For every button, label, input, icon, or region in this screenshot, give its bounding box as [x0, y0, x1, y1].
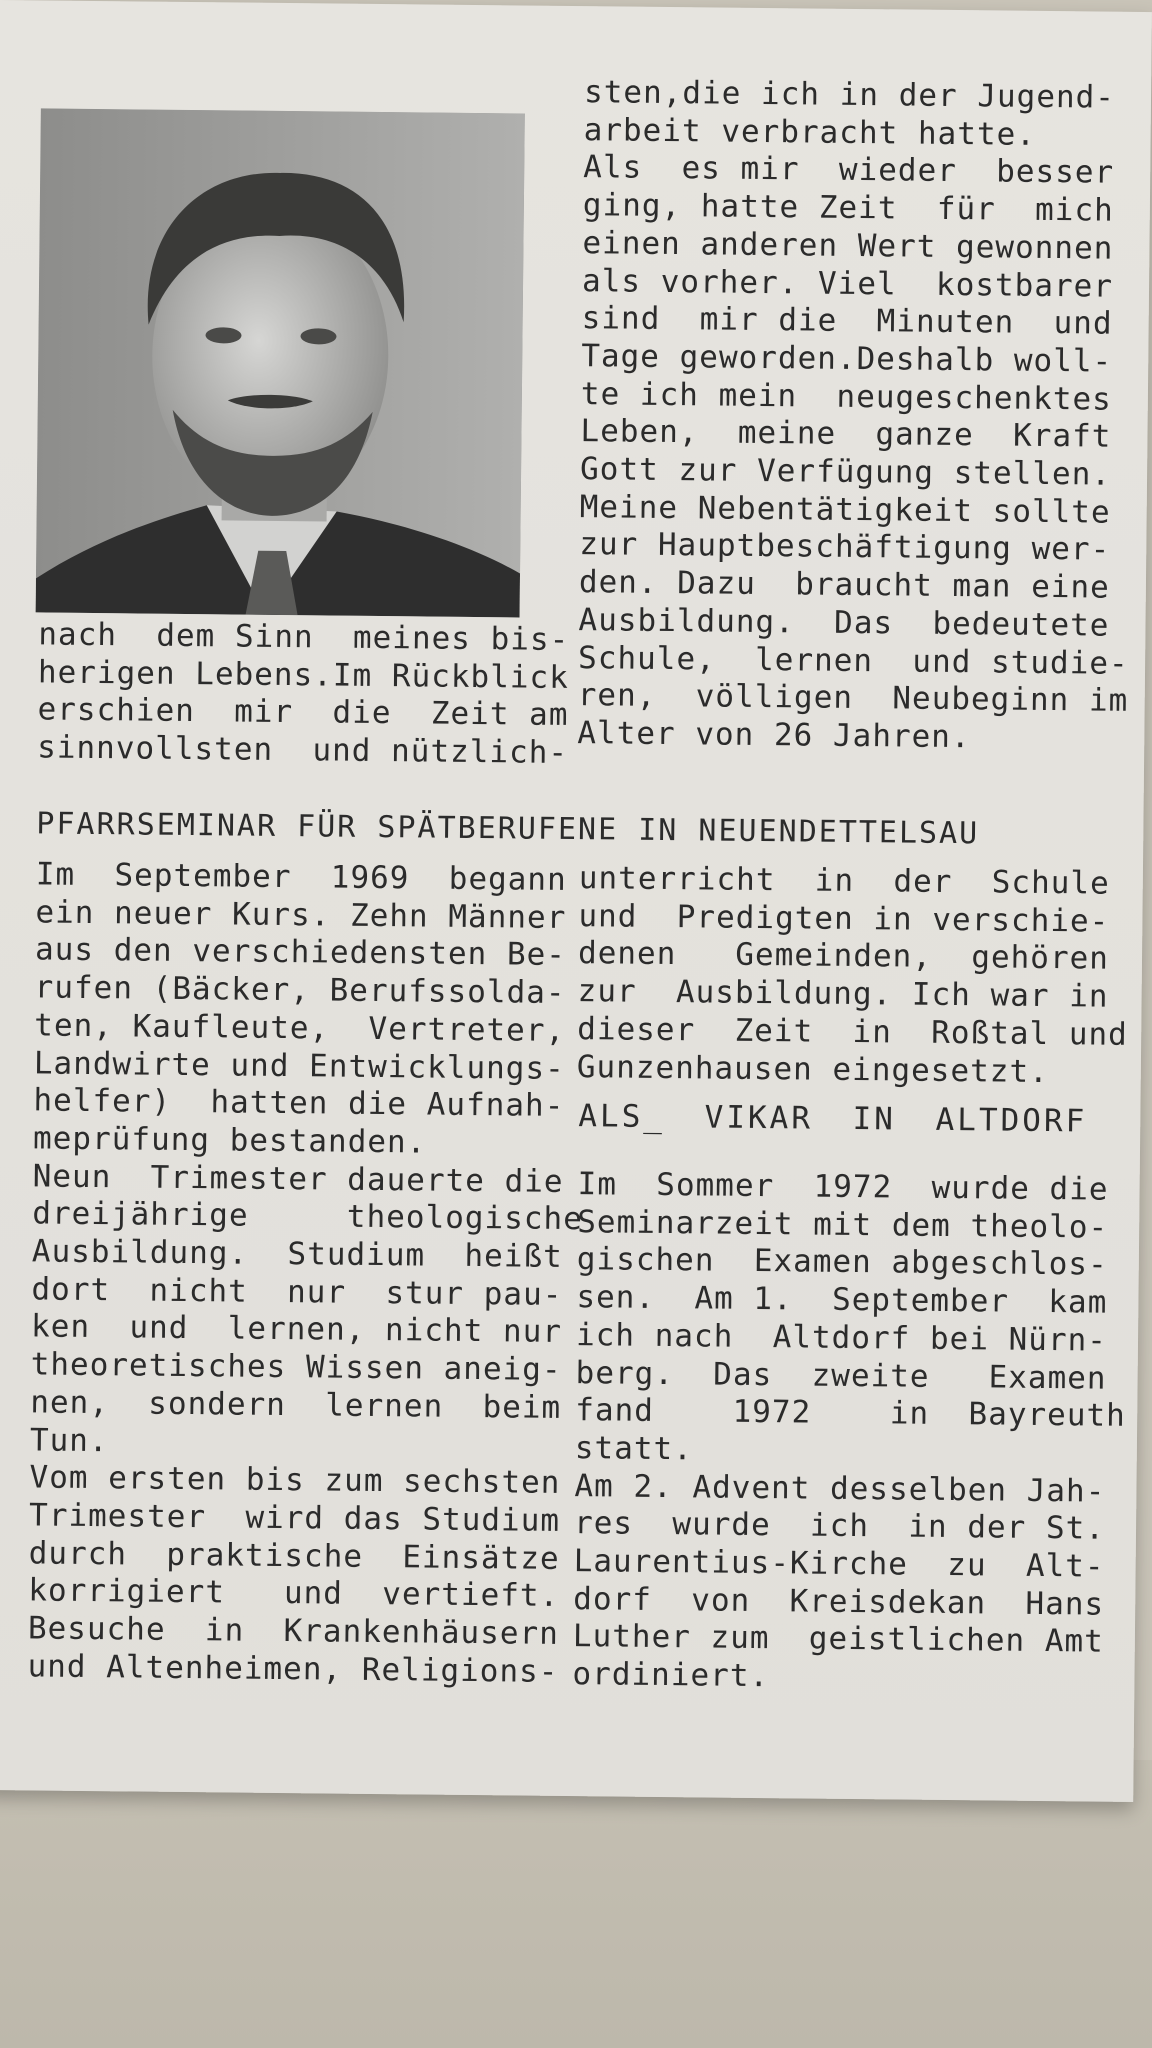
text-line: helfer) hatten die Aufnah-	[33, 1082, 565, 1125]
text-line: Trimester wird das Studium	[28, 1497, 561, 1539]
intro-left-column	[36, 616, 570, 772]
text-line: denen Gemeinden, gehören	[577, 935, 1110, 978]
text-line: ging, hatte Zeit für mich	[582, 187, 1114, 229]
text-line: ten, Kaufleute, Vertreter,	[34, 1007, 566, 1049]
text-line: Neun Trimester dauerte die	[32, 1158, 564, 1200]
text-line: rufen (Bäcker, Berufssolda-	[34, 969, 566, 1012]
text-line: erschien mir die Zeit am	[37, 691, 569, 734]
text-line: ich nach Altdorf bei Nürn-	[575, 1316, 1108, 1359]
text-line: dorf von Kreisdekan Hans	[573, 1580, 1105, 1623]
vikar-column	[572, 1166, 1127, 1699]
text-line: Ausbildung. Das bedeutete	[578, 601, 1110, 644]
text-line: statt.	[574, 1430, 694, 1468]
text-line: zur Ausbildung. Ich war in	[577, 973, 1109, 1015]
text-line: Luther zum geistlichen Amt	[572, 1618, 1104, 1661]
text-line: theoretisches Wissen aneig-	[30, 1346, 562, 1389]
text-line: Am 2. Advent desselben Jah-	[574, 1467, 1106, 1510]
text-line: dreijährige theologische	[32, 1195, 584, 1238]
vikar-subheading: ALS_ VIKAR IN ALTDORF	[578, 1098, 1088, 1140]
text-line: als vorher. Viel kostbarer	[581, 262, 1114, 305]
table-background	[0, 1760, 1152, 2048]
text-line: durch praktische Einsätze	[28, 1535, 560, 1577]
text-line: sinnvollsten und nützlich-	[36, 729, 569, 772]
text-line: Seminarzeit mit dem theolo-	[577, 1203, 1109, 1246]
text-line: ken und lernen, nicht nur	[30, 1308, 563, 1351]
portrait-illustration	[36, 108, 525, 617]
text-line: und Altenheimen, Religions-	[27, 1648, 559, 1690]
text-line: Gott zur Verfügung stellen.	[579, 451, 1112, 493]
text-line: Besuche in Krankenhäusern	[27, 1610, 560, 1653]
text-line: Tage geworden.Deshalb woll-	[581, 338, 1113, 380]
text-line: fand 1972 in Bayreuth	[575, 1392, 1127, 1435]
text-line: Gunzenhausen eingesetzt.	[576, 1048, 1049, 1090]
text-line: herigen Lebens.Im Rückblick	[37, 654, 570, 696]
text-line: arbeit verbracht hatte.	[583, 111, 1037, 153]
text-line: Als es mir wieder besser	[583, 149, 1115, 192]
portrait-photo	[36, 108, 525, 617]
text-line: sten,die ich in der Jugend-	[583, 74, 1116, 116]
seminar-left-column	[27, 856, 584, 1691]
text-line: sind mir die Minuten und	[581, 300, 1113, 342]
text-line: aus den verschiedensten Be-	[34, 931, 567, 974]
text-line: Ausbildung. Studium heißt	[31, 1233, 563, 1275]
text-line: Schule, lernen und studie-	[577, 639, 1129, 682]
text-line: ein neuer Kurs. Zehn Männer	[35, 894, 567, 936]
text-line: einen anderen Wert gewonnen	[582, 224, 1114, 267]
seminar-right-column	[576, 860, 1129, 1092]
text-line: unterricht in der Schule	[578, 860, 1110, 902]
text-line: und Predigten in verschie-	[578, 897, 1110, 940]
text-line: meprüfung bestanden.	[32, 1120, 427, 1161]
text-line: zur Hauptbeschäftigung wer-	[579, 526, 1111, 569]
text-line: ren, völligen Neubeginn im	[577, 677, 1129, 720]
text-line: ordiniert.	[572, 1656, 770, 1695]
text-line: nen, sondern lernen beim	[30, 1384, 562, 1426]
text-line: den. Dazu braucht man eine	[578, 564, 1111, 606]
text-line: Alter von 26 Jahren.	[577, 715, 971, 756]
text-line: Leben, meine ganze Kraft	[580, 413, 1112, 455]
section-heading: PFARRSEMINAR FÜR SPÄTBERUFENE IN NEUENDETTELSAU	[36, 806, 980, 852]
text-line: gischen Examen abgeschlos-	[576, 1241, 1108, 1284]
text-line: Meine Nebentätigkeit sollte	[579, 488, 1111, 531]
text-line: Laurentius-Kirche zu Alt-	[573, 1543, 1105, 1585]
text-line: Landwirte und Entwicklungs-	[33, 1044, 565, 1087]
text-line: Im September 1969 begann	[35, 856, 567, 898]
text-line: dort nicht nur stur pau-	[31, 1271, 563, 1313]
text-line: berg. Das zweite Examen	[575, 1354, 1107, 1397]
text-line: nach dem Sinn meines bis-	[38, 616, 570, 658]
text-line: sen. Am 1. September kam	[576, 1279, 1108, 1321]
text-line: te ich mein neugeschenktes	[580, 375, 1112, 418]
text-line: Vom ersten bis zum sechsten	[29, 1459, 561, 1502]
text-line: korrigiert und vertieft.	[28, 1572, 560, 1615]
text-line: Im Sommer 1972 wurde die	[577, 1166, 1109, 1208]
intro-right-column	[577, 74, 1129, 758]
text-line: dieser Zeit in Roßtal und	[577, 1010, 1129, 1053]
text-line: res wurde ich in der St.	[573, 1505, 1106, 1547]
text-line: Tun.	[29, 1421, 109, 1459]
